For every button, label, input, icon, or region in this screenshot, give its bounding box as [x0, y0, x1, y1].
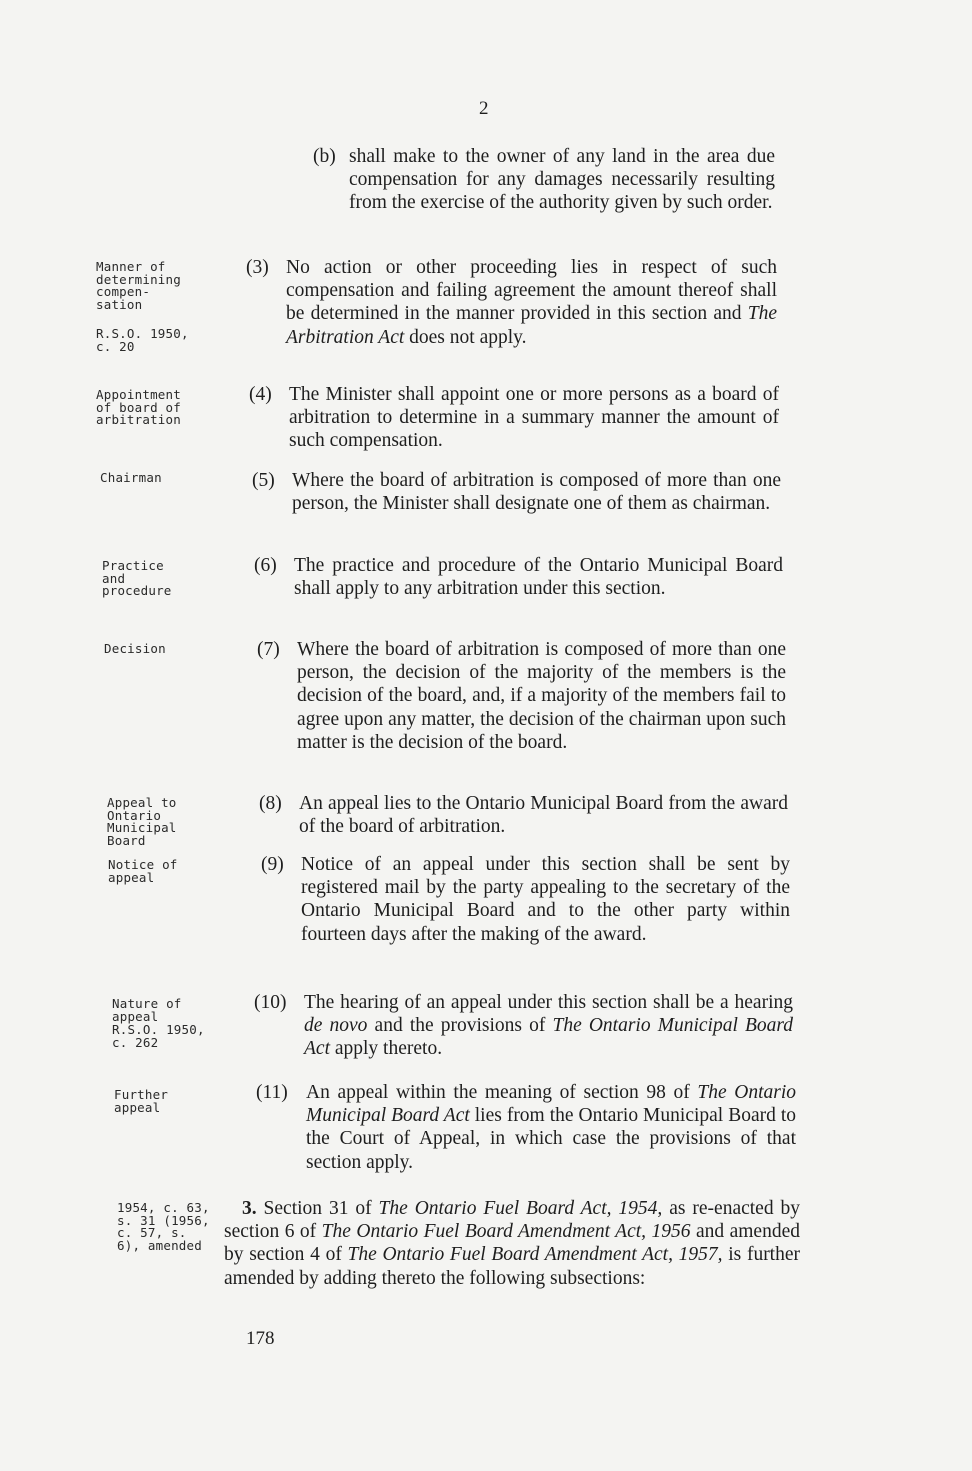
subsection-6-num: (6) [254, 555, 277, 576]
section-3-text-2: as re-enacted by section 6 of [224, 1198, 800, 1243]
margin-note-chairman: Chairman [100, 470, 162, 485]
subsection-3-text-a: No action or other proceeding lies in respect of such compensation and failing agreement the amount thereof shall be determined in the manner provided in this section and [286, 257, 777, 325]
section-3-text-1: Section 31 of [256, 1198, 379, 1219]
subsection-10-act-name: The Ontario Municipal Board Act [304, 1015, 794, 1060]
clause-b [313, 145, 775, 215]
subsection-9 [261, 853, 790, 946]
margin-note-rso-c262: R.S.O. 1950, c. 262 [112, 1022, 205, 1050]
margin-note-nature: Nature of appeal [112, 996, 182, 1024]
subsection-10 [254, 991, 794, 1061]
subsection-6-text: The practice and procedure of the Ontario Municipal Board shall apply to any arbitration under this section. [294, 555, 783, 600]
section-3-act-1: The Ontario Fuel Board Act, 1954, [378, 1198, 663, 1219]
subsection-3-text-b: does not apply. [404, 326, 527, 348]
subsection-10-text-c: apply thereto. [329, 1038, 443, 1060]
subsection-8-text: An appeal lies to the Ontario Municipal Board from the award of the board of arbitration. [299, 793, 788, 838]
margin-note-decision: Decision [104, 641, 166, 656]
subsection-4 [249, 383, 779, 453]
subsection-6 [254, 554, 783, 600]
subsection-10-num: (10) [254, 992, 287, 1013]
section-3 [224, 1197, 800, 1290]
margin-note-notice: Notice of appeal [108, 857, 178, 885]
subsection-10-text-a: The hearing of an appeal under this section shall be a hearing [304, 992, 793, 1013]
subsection-11-text-a: An appeal within the meaning of section 98 of [306, 1082, 698, 1103]
subsection-11 [256, 1081, 796, 1174]
subsection-7-text: Where the board of arbitration is composed of more than one person, the decision of the majority of the members is the decision of the board, and, if a majority of the members fail to agree upon any matter, the decision of the chairman upon such matter is the decision of the board. [297, 639, 786, 753]
subsection-11-act-name: The Ontario Municipal Board Act [306, 1082, 796, 1127]
section-3-act-2: The Ontario Fuel Board Amendment Act, 1956 [321, 1221, 691, 1243]
margin-note-manner: Manner of determining compen- sation [96, 259, 181, 312]
clause-b-text: shall make to the owner of any land in the area due compensation for any damages necessarily resulting from the exercise of the authority given by such order. [349, 146, 775, 214]
page-number: 2 [479, 98, 489, 119]
subsection-7 [257, 638, 786, 754]
subsection-8 [259, 792, 788, 838]
subsection-10-text-b: and the provisions of [367, 1015, 553, 1037]
subsection-8-num: (8) [259, 793, 282, 814]
subsection-5-num: (5) [252, 470, 275, 491]
subsection-4-num: (4) [249, 384, 272, 405]
subsection-9-num: (9) [261, 854, 284, 875]
section-3-text-4: is further amended by adding thereto the following subsections: [224, 1244, 800, 1289]
subsection-3-act-name: The Arbitration Act [286, 303, 777, 348]
margin-note-appeal-omb: Appeal to Ontario Municipal Board [107, 795, 177, 848]
subsection-5-text: Where the board of arbitration is composed of more than one person, the Minister shall designate one of them as chairman. [292, 470, 781, 515]
subsection-4-text: The Minister shall appoint one or more persons as a board of arbitration to determine in a summary manner the amount of such compensation. [289, 384, 779, 452]
margin-note-further: Further appeal [114, 1087, 169, 1115]
subsection-9-text: Notice of an appeal under this section shall be sent by registered mail by the party appealing to the secretary of the Ontario Municipal Board and to the other party within fourteen days after the making of the award. [301, 854, 790, 945]
section-3-text-3: and amended by section 4 of [224, 1221, 800, 1266]
subsection-7-num: (7) [257, 639, 280, 660]
section-3-num: 3. [242, 1198, 257, 1219]
clause-b-label: (b) [313, 146, 336, 167]
section-3-act-3: The Ontario Fuel Board Amendment Act, 1957, [347, 1244, 723, 1266]
footer-page-number: 178 [246, 1328, 275, 1349]
subsection-5 [252, 469, 781, 515]
margin-note-practice: Practice and procedure [102, 558, 172, 598]
subsection-10-de-novo: de novo [304, 1015, 368, 1037]
subsection-3-num: (3) [246, 257, 269, 278]
margin-note-appointment: Appointment of board of arbitration [96, 387, 181, 427]
subsection-11-text-b: lies from the Ontario Municipal Board to the Court of Appeal, in which case the provisions of that section apply. [306, 1105, 796, 1173]
margin-note-section-ref: 1954, c. 63, s. 31 (1956, c. 57, s. 6), amended [117, 1200, 210, 1253]
subsection-3 [246, 256, 777, 349]
subsection-11-num: (11) [256, 1082, 288, 1103]
margin-note-rso-c20: R.S.O. 1950, c. 20 [96, 326, 189, 354]
